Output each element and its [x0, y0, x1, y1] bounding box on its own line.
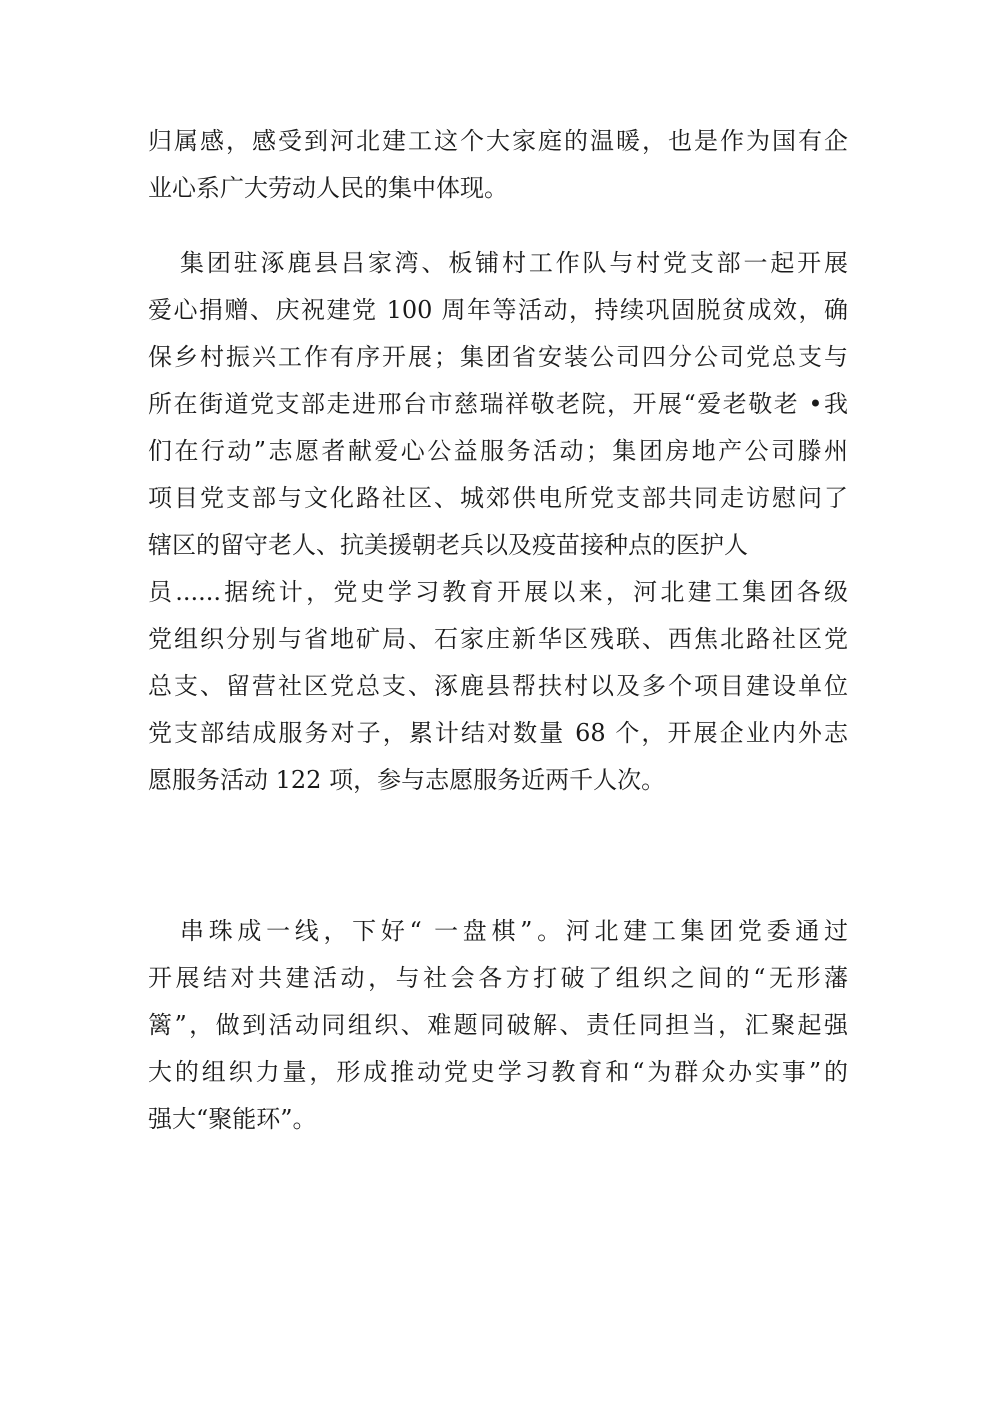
text-line: 归属感，感受到河北建工这个大家庭的温暖，也是作为国有企 — [148, 127, 848, 155]
text-line: 爱心捐赠、庆祝建党 100 周年等活动，持续巩固脱贫成效，确 — [148, 296, 848, 324]
text-line: 总支、留营社区党总支、涿鹿县帮扶村以及多个项目建设单位 — [148, 672, 848, 700]
text-line: 串珠成一线，下好“ 一盘棋”。河北建工集团党委通过 — [180, 917, 848, 945]
text-line: 篱”，做到活动同组织、难题同破解、责任同担当，汇聚起强 — [148, 1011, 848, 1039]
text-line: 项目党支部与文化路社区、城郊供电所党支部共同走访慰问了 — [148, 484, 848, 512]
text-line: 员......据统计，党史学习教育开展以来，河北建工集团各级 — [148, 578, 848, 606]
text-line: 愿服务活动 122 项，参与志愿服务近两千人次。 — [148, 766, 666, 794]
text-line: 集团驻涿鹿县吕家湾、板铺村工作队与村党支部一起开展 — [180, 249, 848, 277]
text-line: 开展结对共建活动，与社会各方打破了组织之间的“无形藩 — [148, 964, 848, 992]
text-line: 党组织分别与省地矿局、石家庄新华区残联、西焦北路社区党 — [148, 625, 848, 653]
paragraph-2 — [148, 240, 848, 804]
paragraph-3 — [148, 908, 848, 1143]
text-line: 辖区的留守老人、抗美援朝老兵以及疫苗接种点的医护人 — [148, 531, 748, 559]
text-line: 们在行动”志愿者献爱心公益服务活动；集团房地产公司滕州 — [148, 437, 848, 465]
text-line: 大的组织力量，形成推动党史学习教育和“为群众办实事”的 — [148, 1058, 848, 1086]
paragraph-1 — [148, 118, 848, 212]
text-line: 党支部结成服务对子，累计结对数量 68 个，开展企业内外志 — [148, 719, 848, 747]
text-line: 保乡村振兴工作有序开展；集团省安装公司四分公司党总支与 — [148, 343, 848, 371]
text-line: 业心系广大劳动人民的集中体现。 — [148, 174, 508, 202]
text-line: 所在街道党支部走进邢台市慈瑞祥敬老院，开展“爱老敬老 •我 — [148, 390, 848, 418]
text-line: 强大“聚能环”。 — [148, 1105, 317, 1133]
